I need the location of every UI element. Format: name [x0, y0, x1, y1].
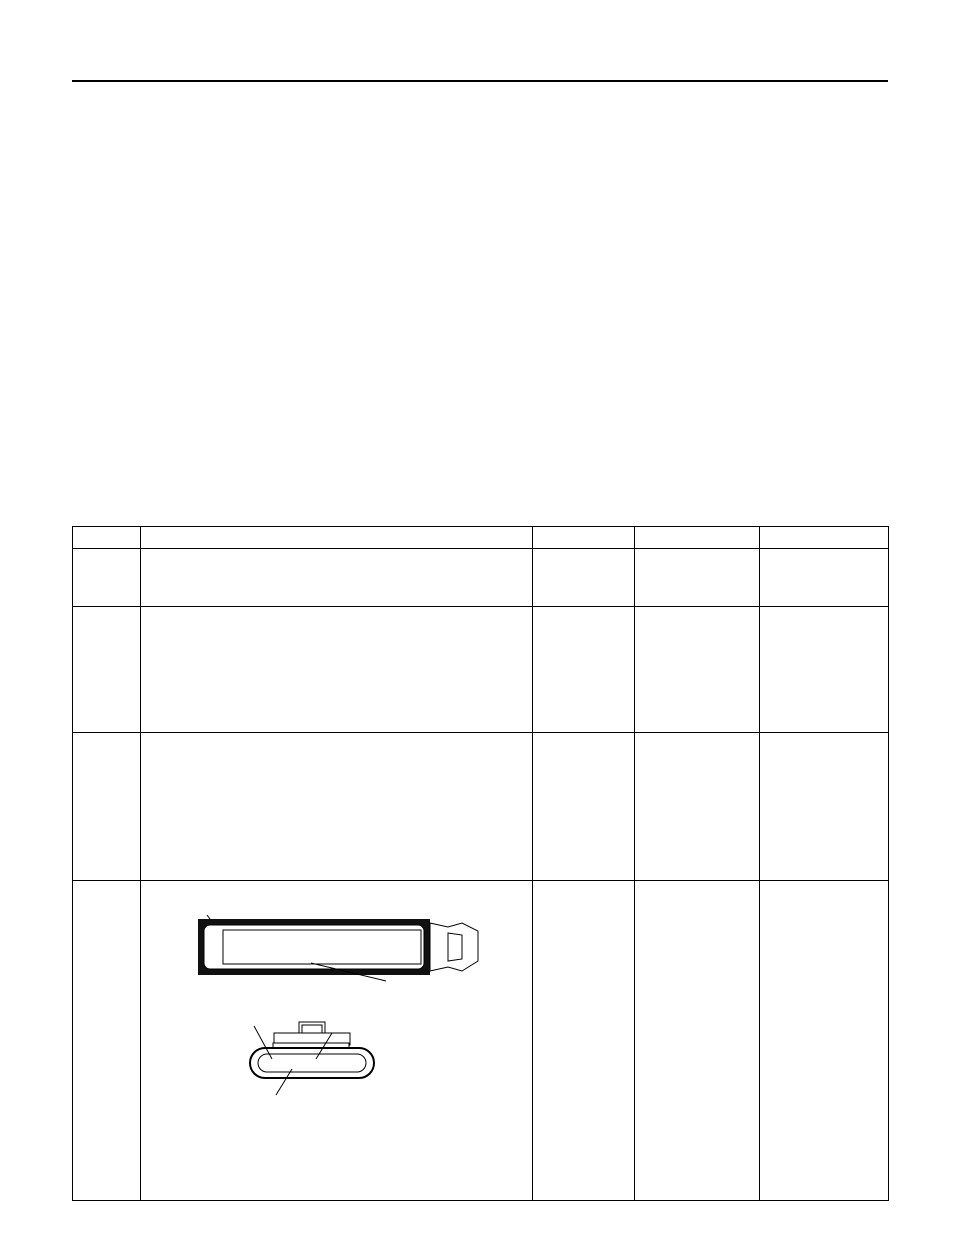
step-yes	[635, 881, 760, 1201]
table-row-step-2	[73, 607, 889, 733]
step-value	[533, 733, 635, 881]
maf-connector-lock-inner	[302, 1025, 322, 1033]
step-no	[760, 607, 889, 733]
step-number	[73, 881, 141, 1201]
step-value	[533, 607, 635, 733]
step-no	[760, 881, 889, 1201]
ecm-latch-inner	[448, 933, 462, 961]
ecm-pin-block	[223, 930, 421, 964]
diagnostic-aids-section	[497, 118, 887, 126]
header-step	[73, 527, 141, 549]
table-row-step-1	[73, 549, 889, 607]
table-row-step-3	[73, 733, 889, 881]
header-action	[141, 527, 533, 549]
table-header-row	[73, 527, 889, 549]
step-no	[760, 549, 889, 607]
step-yes	[635, 607, 760, 733]
connector-diagram	[186, 891, 486, 1111]
table-row-step-4	[73, 881, 889, 1201]
step-number	[73, 549, 141, 607]
step-value	[533, 549, 635, 607]
step-yes	[635, 733, 760, 881]
maf-connector-face	[258, 1054, 366, 1072]
header-no	[760, 527, 889, 549]
header-divider	[72, 80, 888, 82]
diagnostic-table	[72, 526, 889, 1201]
step-number	[73, 733, 141, 881]
step-value	[533, 881, 635, 1201]
step-action	[141, 733, 533, 881]
step-yes	[635, 549, 760, 607]
step-action	[141, 549, 533, 607]
step-no	[760, 733, 889, 881]
step-action	[141, 607, 533, 733]
header-value	[533, 527, 635, 549]
step-number	[73, 607, 141, 733]
circuit-description-section	[74, 118, 464, 126]
step-action	[141, 881, 533, 1201]
header-yes	[635, 527, 760, 549]
